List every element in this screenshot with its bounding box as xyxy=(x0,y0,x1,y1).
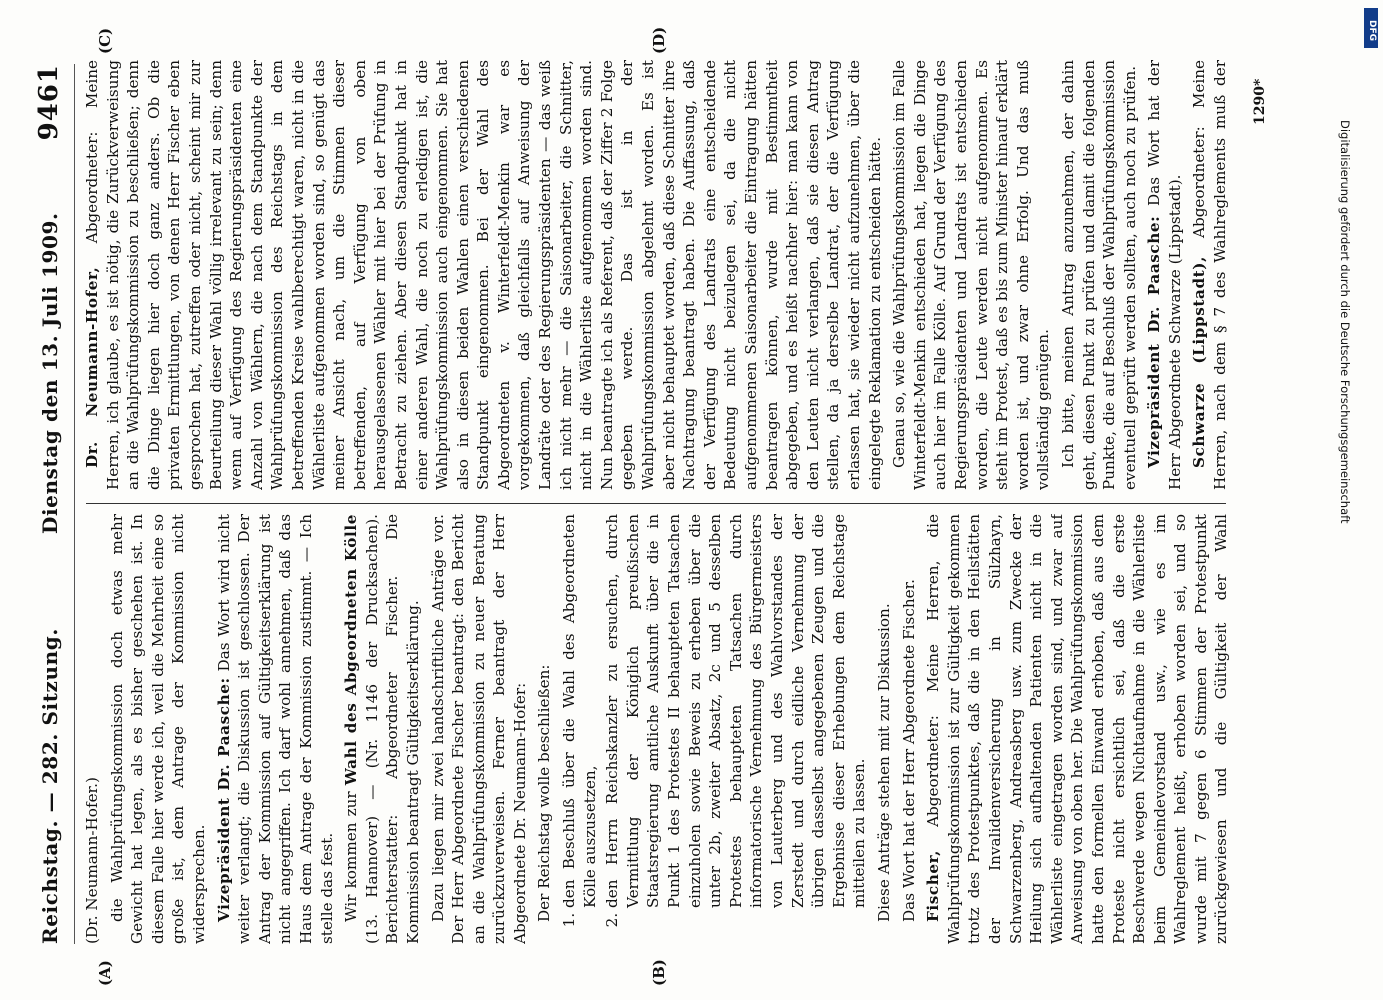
speaker-name: Schwarze (Lippstadt), xyxy=(1190,256,1209,468)
paragraph: Dazu liegen mir zwei handschriftliche Anträge vor. Der Herr Abgeordnete Fischer beantragt: den Bericht an die Wahlprüfungskommission zu neuer Beratung zurückzuverweisen. Ferner beantragt der Herr Abgeordnete Dr. Neumann-Hofer: xyxy=(428,514,529,944)
margin-marker-c: (C) xyxy=(96,27,114,54)
speaker-name: Fischer, xyxy=(924,849,943,922)
paragraph: die Wahlprüfungskommission doch etwas mehr Gewicht hat legen, als es bisher geschehen ist. In diesem Falle hier werde ich, weil die Mehrheit eine so große ist, dem Antrage der Kommission nicht widersprechen. xyxy=(107,514,208,944)
paragraph xyxy=(923,514,1232,944)
running-header xyxy=(30,64,70,944)
paragraph: Das Wort hat der Herr Abgeordnete Fischer. xyxy=(899,578,918,922)
digitization-credit: Digitalisierung gefördert durch die Deutsche Forschungsgemeinschaft xyxy=(1338,120,1352,524)
dfg-logo-text: DFG xyxy=(1367,20,1377,42)
speaker-name: Vizepräsident Dr. Paasche: xyxy=(214,677,233,922)
paragraph xyxy=(214,514,338,944)
agenda-item: Wahl des Abgeordneten Kölle xyxy=(342,514,361,786)
text: (13. Hannover) — (Nr. 1146 der Drucksachen). Berichterstatter: Abgeordneter Fischer. Die Kommission beantragt Gültigkeitserklärung. xyxy=(362,514,422,944)
page-number: 9461 xyxy=(34,64,64,141)
speech-text: Das Wort wird nicht weiter verlangt; die Diskussion ist geschlossen. Der Antrag der Kommission auf Gültigkeitserklärung ist nicht angegriffen. Ich darf wohl annehmen, daß das Haus dem Antrage der Kommission zustimmt. — Ich stelle das fest. xyxy=(214,514,336,944)
paragraph: Diese Anträge stehen mit zur Diskussion. xyxy=(874,603,893,922)
paragraph xyxy=(1189,60,1232,490)
margin-marker-b: (B) xyxy=(650,959,668,986)
text: Wir kommen zur xyxy=(342,791,361,922)
speaker-name: Dr. Neumann-Hofer, xyxy=(83,266,101,468)
list-item: 1. den Beschluß über die Wahl des Abgeordneten Kölle auszusetzen, xyxy=(559,514,600,908)
paragraph xyxy=(82,60,885,490)
list-item: 2. den Herrn Reichskanzler zu ersuchen, durch Vermittlung der Königlich preußischen Staatsregierung amtliche Auskunft über die in Punkt 1 des Protestes II behaupteten Tatsachen einzuholen sowie Beweis zu erheben über die unter 2b, zweiter Absatz, 2c und 5 desselben Protestes behaupteten Tatsachen durch informatorische Vernehmung des Bürgermeisters von Lauterberg und des Wahlvorstandes der Zerstedt und durch eidliche Vernehmung der übrigen dasselbst angegebenen Zeugen und die Ergebnisse dieser Erhebungen dem Reichstage mitteilen zu lassen. xyxy=(602,514,870,908)
margin-marker-d: (D) xyxy=(650,26,668,54)
column-divider xyxy=(86,503,1226,504)
paragraph xyxy=(341,514,423,944)
left-column xyxy=(82,514,1232,944)
speech-text: Das Wort hat der Herr Abgeordnete Schwarze (Lippstadt). xyxy=(1145,60,1184,490)
header-left: Reichstag. — 282. Sitzung. xyxy=(38,628,62,944)
speech-text: Abgeordneter: Meine Herren, ich glaube, es ist nötig, die Zurückverweisung an die Wahlprüfungskommission zu beschließen; denn die Dinge liegen hier doch ganz anders. Ob die privaten Ermittlungen, von denen Herr Fischer eben gesprochen hat, zutreffen oder nicht, scheint mir zur Beurteilung dieser Wahl völlig irrelevant zu sein; denn wenn auf Verfügung des Regierungspräsidenten eine Anzahl von Wählern, die nach dem Standpunkte der Wahlprüfungskommission des Reichstags in dem betreffenden Kreise wahlberechtigt waren, nicht in die Wählerliste aufgenommen worden sind, so genügt das meiner Ansicht nach, um die Stimmen dieser betreffenden, auf Verfügung von oben herausgelassenen Wähler mit hier bei der Prüfung in Betracht zu ziehen. Aber diesen Standpunkt hat in einer anderen Wahl, die noch zu erledigen ist, die Wahlprüfungskommission auch eingenommen. Sie hat also in diesen beiden Wahlen einen verschiedenen Standpunkt eingenommen. Bei der Wahl des Abgeordneten v. Winterfeldt-Menkin war es vorgekommen, daß gleichfalls auf Anweisung der Landräte oder des Regierungspräsidenten — das weiß ich nicht mehr — die Saisonarbeiter, die Schnitter, nicht in die Wählerliste aufgenommen worden sind. Nun beantragte ich als Referent, daß der Ziffer 2 Folge gegeben werde. Das ist in der Wahlprüfungskommission abgelehnt worden. Es ist aber nicht behauptet worden, daß diese Schnitter ihre Nachtragung beantragt haben. Die Auffassung, daß der Verfügung des Landrats eine entscheidende Bedeutung nicht beizulegen sei, da die nicht aufgenommenen Saisonarbeiter die Eintragung hätten beantragen können, wurde mit Bestimmtheit abgegeben, und es heißt nachher hier: man kann von den Leuten nicht verlangen, daß sie diesen Antrag stellen, da ja derselbe Landrat, der die Verfügung erlassen hat, sie wieder nicht aufzunehmen, über die eingelegte Reklamation zu entscheiden hätte. xyxy=(83,60,884,490)
speech-text: Abgeordneter: Meine Herren, die Wahlprüfungskommission ist zur Gültigkeit gekommen trotz des Protestpunktes, daß die in den Heilstätten der Invalidenversicherung in Sülzhayn, Schwarzenberg, Andreasberg usw. zum Zwecke der Heilung sich aufhaltenden Patienten nicht in die Wählerliste eingetragen worden sind, und zwar auf Anweisung von oben her. Die Wahlprüfungskommission hatte den formellen Einwand erhoben, daß aus dem Proteste nicht ersichtlich sei, daß die erste Beschwerde wegen Nichtaufnahme in die Wählerliste beim Gemeindevorstand usw., wie es im Wahlreglement heißt, erhoben worden sei, und so wurde mit 7 gegen 6 Stimmen der Protestpunkt zurückgewiesen und die Gültigkeit der Wahl xyxy=(924,514,1231,944)
motion-list xyxy=(559,514,870,944)
speaker-continuation: (Dr. Neumann-Hofer.) xyxy=(83,777,101,944)
right-column xyxy=(82,60,1232,490)
header-rule xyxy=(74,64,75,944)
speech-text: Abgeordneter: Meine Herren, nach dem § 7 des Wahlreglements muß der xyxy=(1190,60,1230,490)
margin-marker-a: (A) xyxy=(96,960,114,986)
paragraph: Ich bitte, meinen Antrag anzunehmen, der dahin geht, diesen Punkt zu prüfen und damit die folgenden Punkte, die auf Beschluß der Wahlprüfungskommission eventuell geprüft werden sollten, auch noch zu prüfen. xyxy=(1058,60,1139,490)
paragraph xyxy=(1144,60,1185,490)
dfg-logo xyxy=(1364,8,1378,48)
paragraph: Der Reichstag wolle beschließen: xyxy=(535,664,554,922)
header-date: Dienstag den 13. Juli 1909. xyxy=(38,212,62,534)
speaker-name: Vizepräsident Dr. Paasche: xyxy=(1145,215,1164,468)
paragraph: Genau so, wie die Wahlprüfungskommission im Falle Winterfeldt-Menkin entschieden hat, liegen die Dinge auch hier im Falle Kölle. Auf Grund der Verfügung des Regierungspräsidenten und Landrats ist entschieden worden, die Leute werden nicht aufgenommen. Es steht im Protest, daß es bis zum Minister hinauf erklärt worden ist, und zwar ohne Erfolg. Und das muß vollständig genügen. xyxy=(890,60,1053,490)
sheet-signature: 1290* xyxy=(1252,78,1268,125)
